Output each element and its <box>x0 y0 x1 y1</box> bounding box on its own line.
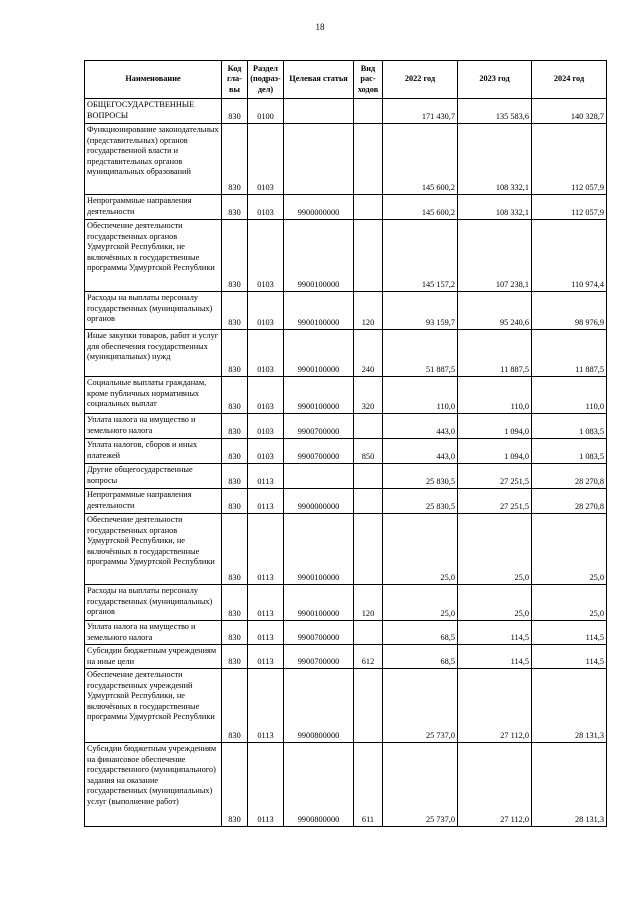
row-2023: 114,5 <box>458 621 532 645</box>
row-name: Расходы на выплаты персоналу государственных (муниципальных) органов <box>85 292 222 330</box>
row-2023: 1 094,0 <box>458 414 532 439</box>
row-type: 612 <box>354 645 383 669</box>
row-section: 0103 <box>248 377 284 414</box>
row-2024: 11 887,5 <box>532 330 607 377</box>
row-section: 0103 <box>248 220 284 292</box>
row-type <box>354 414 383 439</box>
row-code: 830 <box>222 195 248 220</box>
row-target: 9900100000 <box>284 377 354 414</box>
row-section: 0103 <box>248 330 284 377</box>
row-2024: 25,0 <box>532 585 607 621</box>
row-2024: 28 131,3 <box>532 743 607 827</box>
table-row <box>85 621 607 645</box>
row-target: 9900700000 <box>284 621 354 645</box>
row-2022: 68,5 <box>383 645 458 669</box>
row-name: Иные закупки товаров, работ и услуг для обеспечения государственных (муниципальных) нужд <box>85 330 222 377</box>
row-2022: 443,0 <box>383 439 458 464</box>
row-section: 0103 <box>248 195 284 220</box>
table-row <box>85 292 607 330</box>
row-2022: 25 830,5 <box>383 489 458 514</box>
row-section: 0103 <box>248 439 284 464</box>
row-2022: 51 887,5 <box>383 330 458 377</box>
row-type: 120 <box>354 292 383 330</box>
row-section: 0113 <box>248 585 284 621</box>
row-target: 9900800000 <box>284 669 354 743</box>
table-row <box>85 414 607 439</box>
row-code: 830 <box>222 439 248 464</box>
row-code: 830 <box>222 489 248 514</box>
row-name: Социальные выплаты гражданам, кроме публичных нормативных социальных выплат <box>85 377 222 414</box>
row-code: 830 <box>222 464 248 489</box>
row-2023: 11 887,5 <box>458 330 532 377</box>
row-2024: 1 083,5 <box>532 439 607 464</box>
row-section: 0103 <box>248 124 284 195</box>
row-type <box>354 514 383 585</box>
header-2022: 2022 год <box>383 61 458 99</box>
row-target <box>284 124 354 195</box>
row-code: 830 <box>222 414 248 439</box>
row-target: 9900800000 <box>284 743 354 827</box>
row-2023: 95 240,6 <box>458 292 532 330</box>
row-name: Расходы на выплаты персоналу государственных (муниципальных) органов <box>85 585 222 621</box>
row-name: Уплата налога на имущество и земельного налога <box>85 621 222 645</box>
row-code: 830 <box>222 585 248 621</box>
budget-table <box>84 60 607 827</box>
row-target <box>284 464 354 489</box>
header-target: Целевая статья <box>284 61 354 99</box>
row-2023: 107 238,1 <box>458 220 532 292</box>
row-code: 830 <box>222 99 248 124</box>
table-row <box>85 330 607 377</box>
row-code: 830 <box>222 124 248 195</box>
row-name: Обеспечение деятельности государственных учреждений Удмуртской Республики, не включённых в государственные программы Удмуртской Республики <box>85 669 222 743</box>
row-2022: 25 737,0 <box>383 743 458 827</box>
row-section: 0113 <box>248 669 284 743</box>
table-row <box>85 585 607 621</box>
row-2022: 145 600,2 <box>383 124 458 195</box>
row-name: Непрограммные направления деятельности <box>85 195 222 220</box>
row-2022: 25 830,5 <box>383 464 458 489</box>
row-name: Непрограммные направления деятельности <box>85 489 222 514</box>
table-row <box>85 439 607 464</box>
row-2023: 110,0 <box>458 377 532 414</box>
row-2023: 1 094,0 <box>458 439 532 464</box>
row-type: 611 <box>354 743 383 827</box>
row-2022: 171 430,7 <box>383 99 458 124</box>
row-2024: 28 131,3 <box>532 669 607 743</box>
row-2022: 25,0 <box>383 585 458 621</box>
row-2023: 27 112,0 <box>458 669 532 743</box>
row-2024: 28 270,8 <box>532 464 607 489</box>
row-type <box>354 489 383 514</box>
row-type <box>354 220 383 292</box>
table-row <box>85 124 607 195</box>
row-target: 9900100000 <box>284 514 354 585</box>
table-row <box>85 377 607 414</box>
row-name: Функционирование законодательных (представительных) органов государственной власти и представительных органов муниципальных образований <box>85 124 222 195</box>
row-section: 0113 <box>248 464 284 489</box>
row-code: 830 <box>222 292 248 330</box>
row-code: 830 <box>222 220 248 292</box>
row-2023: 25,0 <box>458 514 532 585</box>
table-row <box>85 743 607 827</box>
row-target: 9900700000 <box>284 645 354 669</box>
row-2024: 114,5 <box>532 621 607 645</box>
table-row <box>85 464 607 489</box>
header-2023: 2023 год <box>458 61 532 99</box>
row-section: 0103 <box>248 292 284 330</box>
row-2024: 112 057,9 <box>532 195 607 220</box>
row-name: Уплата налогов, сборов и иных платежей <box>85 439 222 464</box>
row-2024: 140 328,7 <box>532 99 607 124</box>
row-type: 120 <box>354 585 383 621</box>
row-type: 850 <box>354 439 383 464</box>
row-section: 0113 <box>248 645 284 669</box>
row-target: 9900700000 <box>284 439 354 464</box>
row-name: Субсидии бюджетным учреждениям на иные цели <box>85 645 222 669</box>
row-code: 830 <box>222 330 248 377</box>
row-target <box>284 99 354 124</box>
row-type <box>354 124 383 195</box>
row-type <box>354 195 383 220</box>
row-2024: 25,0 <box>532 514 607 585</box>
table-row <box>85 220 607 292</box>
table-row <box>85 195 607 220</box>
row-code: 830 <box>222 377 248 414</box>
row-target: 9900100000 <box>284 220 354 292</box>
table-row <box>85 489 607 514</box>
row-code: 830 <box>222 669 248 743</box>
row-type <box>354 464 383 489</box>
row-2022: 443,0 <box>383 414 458 439</box>
row-2022: 110,0 <box>383 377 458 414</box>
row-type <box>354 99 383 124</box>
row-2023: 135 583,6 <box>458 99 532 124</box>
row-name: ОБЩЕГОСУДАРСТВЕННЫЕ ВОПРОСЫ <box>85 99 222 124</box>
row-2022: 145 157,2 <box>383 220 458 292</box>
page-number: 18 <box>315 22 325 32</box>
row-section: 0103 <box>248 414 284 439</box>
row-name: Другие общегосударственные вопросы <box>85 464 222 489</box>
table-row <box>85 645 607 669</box>
table-row <box>85 99 607 124</box>
row-2022: 145 600,2 <box>383 195 458 220</box>
row-type: 320 <box>354 377 383 414</box>
row-2022: 25,0 <box>383 514 458 585</box>
row-2024: 112 057,9 <box>532 124 607 195</box>
row-2022: 93 159,7 <box>383 292 458 330</box>
header-head-code: Код гла-вы <box>222 61 248 99</box>
row-type <box>354 669 383 743</box>
row-2023: 108 332,1 <box>458 124 532 195</box>
row-target: 9900000000 <box>284 489 354 514</box>
row-2024: 110,0 <box>532 377 607 414</box>
row-name: Обеспечение деятельности государственных органов Удмуртской Республики, не включённых в государственные программы Удмуртской Республики <box>85 220 222 292</box>
row-2024: 28 270,8 <box>532 489 607 514</box>
row-section: 0113 <box>248 621 284 645</box>
row-name: Обеспечение деятельности государственных органов Удмуртской Республики, не включённых в государственные программы Удмуртской Республики <box>85 514 222 585</box>
row-2023: 114,5 <box>458 645 532 669</box>
row-2023: 27 251,5 <box>458 489 532 514</box>
header-section: Раздел (подраз-дел) <box>248 61 284 99</box>
header-row <box>85 61 607 99</box>
row-code: 830 <box>222 621 248 645</box>
header-expense-type: Вид рас-ходов <box>354 61 383 99</box>
row-type <box>354 621 383 645</box>
row-target: 9900100000 <box>284 330 354 377</box>
row-2024: 1 083,5 <box>532 414 607 439</box>
table-row <box>85 514 607 585</box>
row-section: 0100 <box>248 99 284 124</box>
header-name: Наименование <box>85 61 222 99</box>
row-section: 0113 <box>248 514 284 585</box>
row-name: Субсидии бюджетным учреждениям на финансовое обеспечение государственного (муниципального) задания на оказание государственных (муниципальных) услуг (выполнение работ) <box>85 743 222 827</box>
row-target: 9900000000 <box>284 195 354 220</box>
row-code: 830 <box>222 743 248 827</box>
row-type: 240 <box>354 330 383 377</box>
row-2023: 27 112,0 <box>458 743 532 827</box>
row-2022: 25 737,0 <box>383 669 458 743</box>
row-section: 0113 <box>248 743 284 827</box>
row-code: 830 <box>222 514 248 585</box>
table-row <box>85 669 607 743</box>
row-name: Уплата налога на имущество и земельного налога <box>85 414 222 439</box>
row-2022: 68,5 <box>383 621 458 645</box>
row-section: 0113 <box>248 489 284 514</box>
row-2023: 27 251,5 <box>458 464 532 489</box>
row-target: 9900100000 <box>284 585 354 621</box>
row-2024: 114,5 <box>532 645 607 669</box>
row-2024: 110 974,4 <box>532 220 607 292</box>
row-target: 9900700000 <box>284 414 354 439</box>
row-2023: 25,0 <box>458 585 532 621</box>
row-2023: 108 332,1 <box>458 195 532 220</box>
row-code: 830 <box>222 645 248 669</box>
header-2024: 2024 год <box>532 61 607 99</box>
row-2024: 98 976,9 <box>532 292 607 330</box>
row-target: 9900100000 <box>284 292 354 330</box>
